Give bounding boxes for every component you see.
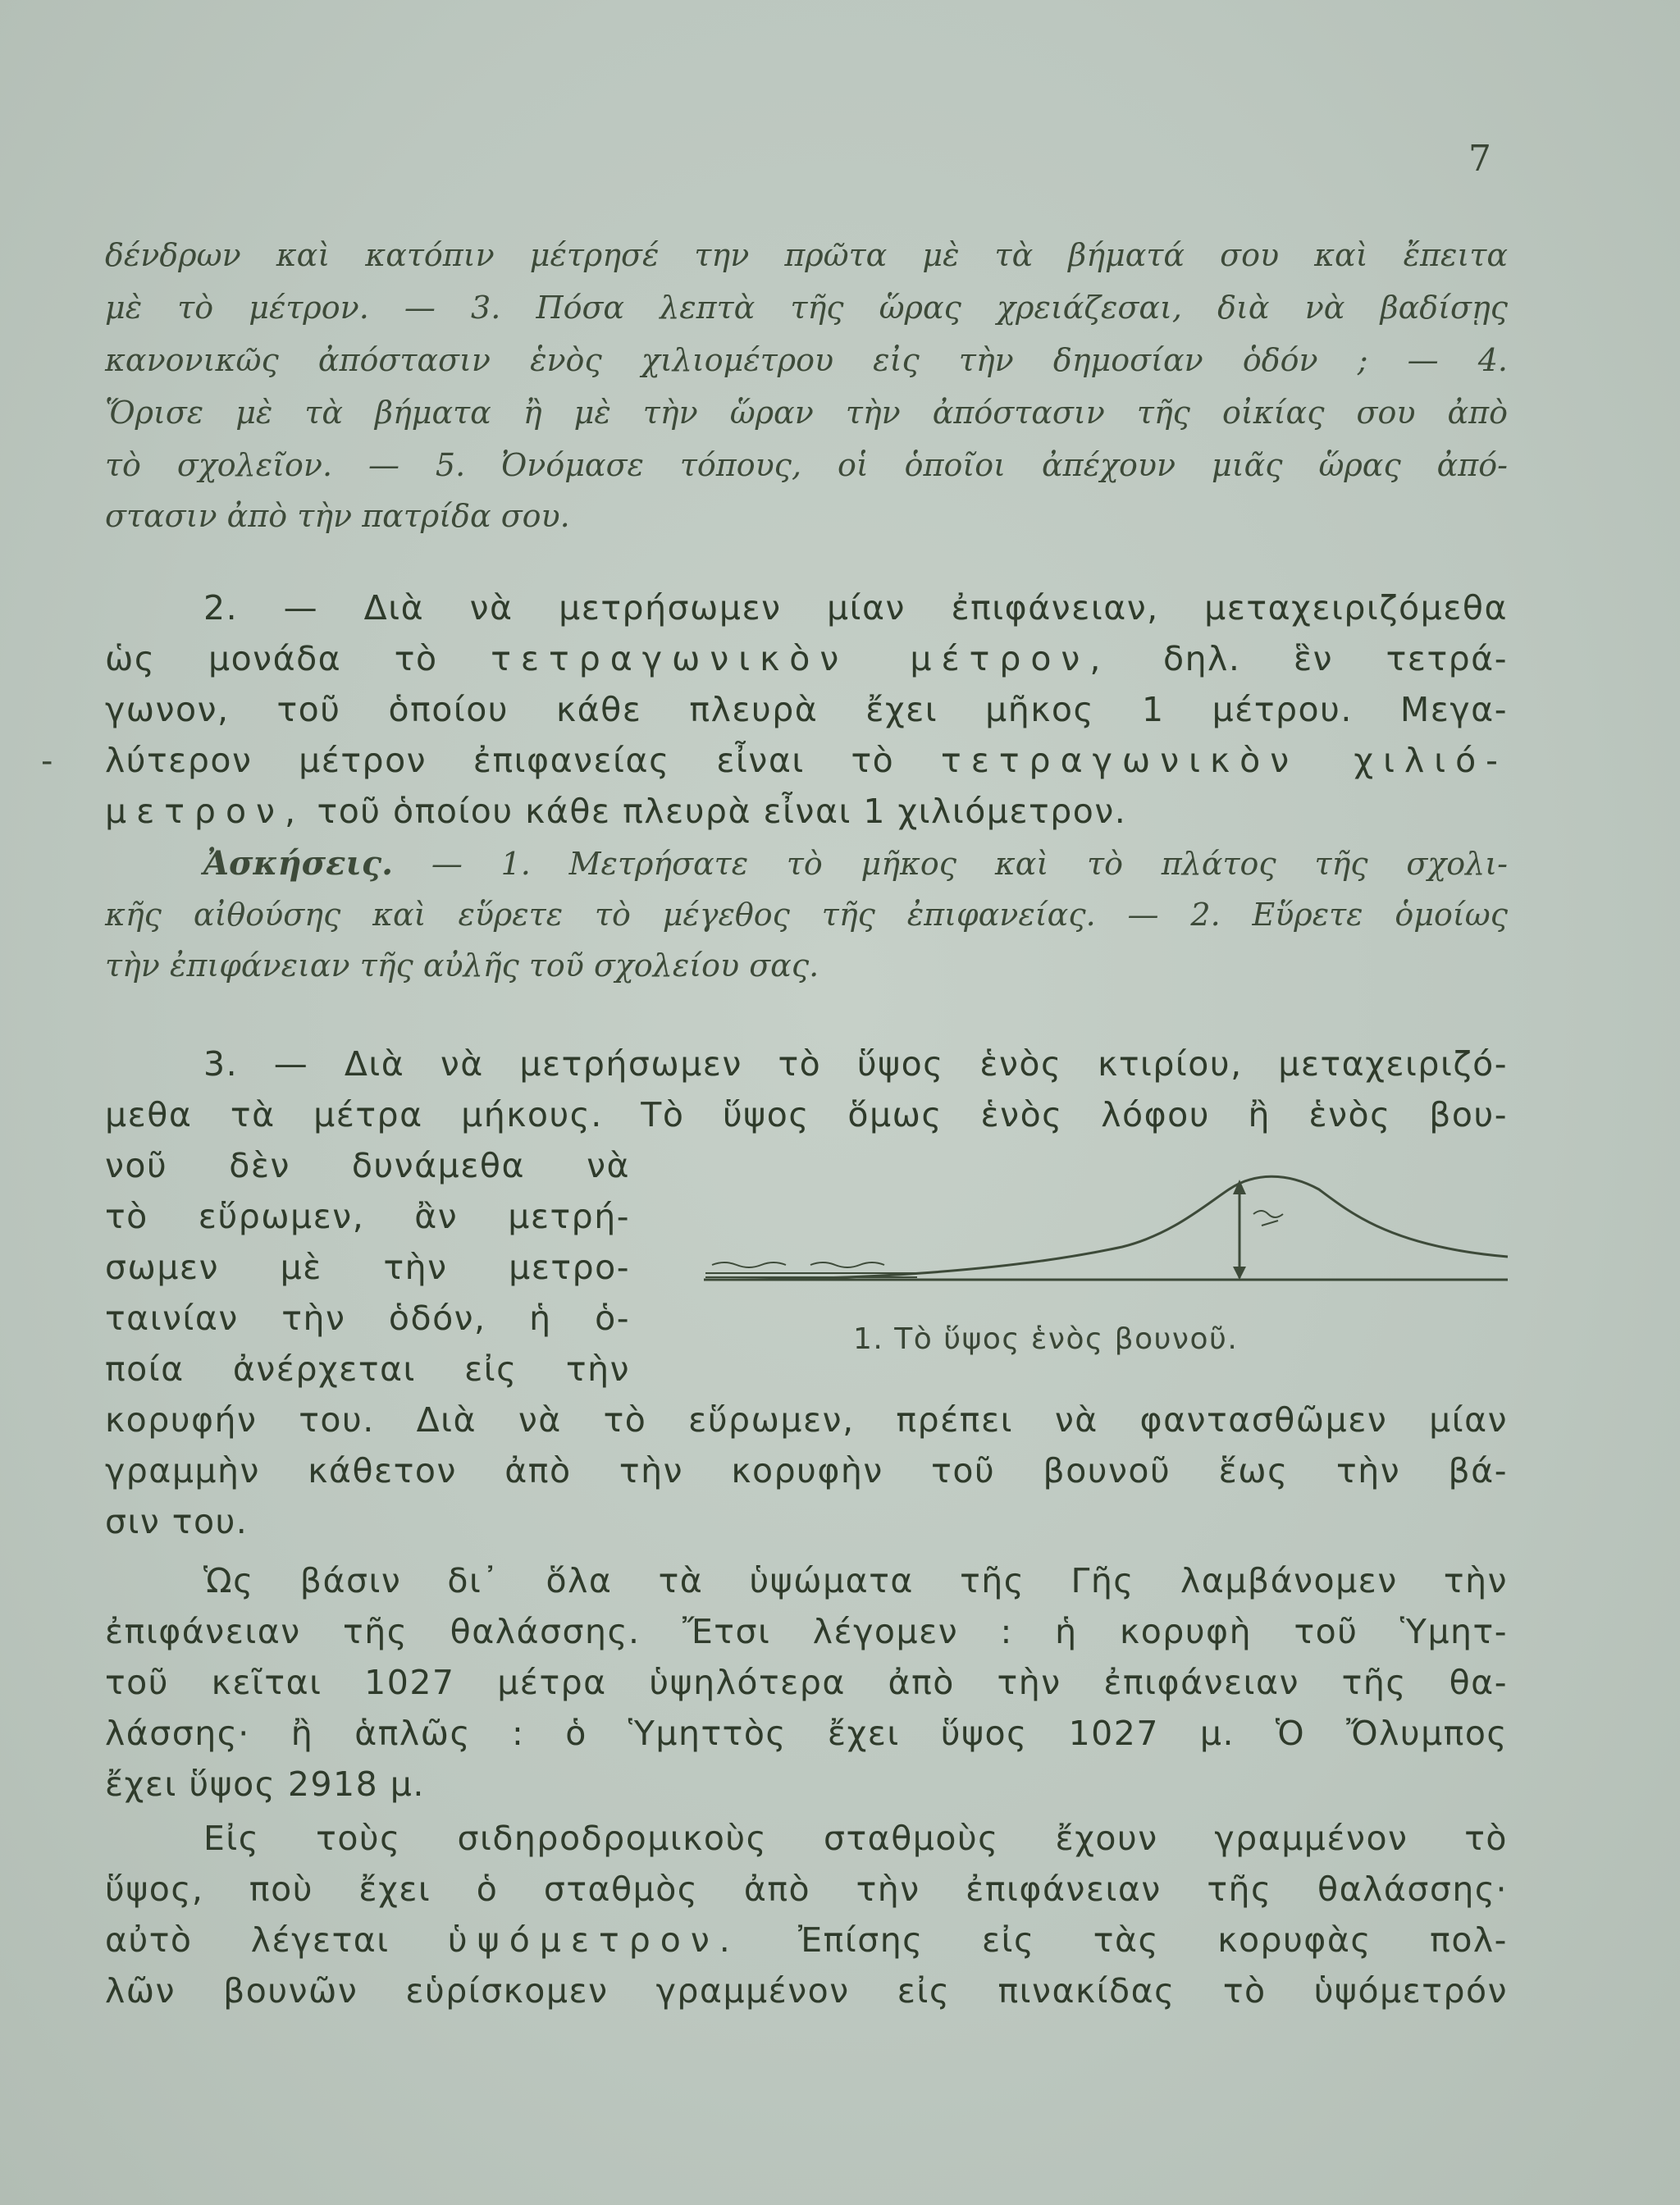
text-line: λῶν βουνῶν εὑρίσκομεν γραμμένον εἰς πινακίδας τὸ ὑψόμετρόν bbox=[105, 1971, 1508, 2011]
road-scribble bbox=[712, 1262, 884, 1267]
text-span: — 1. Μετρήσατε τὸ μῆκος καὶ τὸ πλάτος τῆς σχολι- bbox=[431, 846, 1508, 882]
text-line: ταινίαν τὴν ὁδόν, ἡ ὁ- bbox=[105, 1299, 630, 1338]
emphasis-term: μετρον, bbox=[105, 792, 305, 831]
text-span: λύτερον μέτρον ἐπιφανείας εἶναι τὸ bbox=[105, 741, 895, 780]
height-scribble bbox=[1253, 1211, 1283, 1226]
text-line: Ὡς βάσιν δι᾿ ὅλα τὰ ὑψώματα τῆς Γῆς λαμβάνομεν τὴν bbox=[203, 1561, 1508, 1600]
text-span: αὐτὸ λέγεται bbox=[105, 1920, 390, 1960]
text-line: τὸ σχολεῖον. — 5. Ὀνόμασε τόπους, οἱ ὁποῖοι ἀπέχουν μιᾶς ὥρας ἀπό- bbox=[105, 447, 1508, 483]
text-line: γραμμὴν κάθετον ἀπὸ τὴν κορυφὴν τοῦ βουνοῦ ἕως τὴν βά- bbox=[105, 1451, 1508, 1491]
text-line: 3. — Διὰ νὰ μετρήσωμεν τὸ ὕψος ἑνὸς κτιρίου, μεταχειριζό- bbox=[203, 1044, 1508, 1084]
text-line: ὕψος, ποὺ ἔχει ὁ σταθμὸς ἀπὸ τὴν ἐπιφάνειαν τῆς θαλάσσης· bbox=[105, 1869, 1508, 1909]
text-line: δένδρων καὶ κατόπιν μέτρησέ την πρῶτα μὲ τὰ βήματά σου καὶ ἔπειτα bbox=[105, 237, 1508, 273]
text-line bbox=[105, 786, 1508, 838]
emphasis-term: τετραγωνικὸν χιλιό- bbox=[941, 741, 1508, 780]
text-line bbox=[105, 1915, 1508, 1966]
text-line: τὸ εὕρωμεν, ἂν μετρή- bbox=[105, 1197, 630, 1236]
text-line: Εἰς τοὺς σιδηροδρομικοὺς σταθμοὺς ἔχουν γραμμένον τὸ bbox=[203, 1819, 1508, 1858]
emphasis-term: ὑψόμετρον. bbox=[447, 1920, 740, 1960]
text-line: Ὅρισε μὲ τὰ βήματα ἢ μὲ τὴν ὥραν τὴν ἀπόστασιν τῆς οἰκίας σου ἀπὸ bbox=[105, 395, 1508, 431]
text-line: μὲ τὸ μέτρον. — 3. Πόσα λεπτὰ τῆς ὥρας χρειάζεσαι, διὰ νὰ βαδίσῃς bbox=[105, 290, 1508, 326]
text-line: κορυφήν του. Διὰ νὰ τὸ εὕρωμεν, πρέπει νὰ φαντασθῶμεν μίαν bbox=[105, 1400, 1508, 1440]
emphasis-term: τετραγωνικὸν μέτρον, bbox=[491, 639, 1111, 678]
figure-caption: 1. Τὸ ὕψος ἑνὸς βουνοῦ. bbox=[853, 1322, 1239, 1356]
text-line bbox=[105, 633, 1508, 685]
text-line: κῆς αἰθούσης καὶ εὕρετε τὸ μέγεθος τῆς ἐπιφανείας. — 2. Εὕρετε ὁμοίως bbox=[105, 897, 1508, 933]
text-line: ἔχει ὕψος 2918 μ. bbox=[105, 1764, 425, 1804]
text-line: 2. — Διὰ νὰ μετρήσωμεν μίαν ἐπιφάνειαν, μεταχειριζόμεθα bbox=[203, 588, 1508, 628]
mountain-drawing bbox=[696, 1157, 1516, 1321]
text-line: κανονικῶς ἀπόστασιν ἑνὸς χιλιομέτρου εἰς τὴν δημοσίαν ὁδόν ; — 4. bbox=[105, 342, 1508, 378]
text-line: τοῦ κεῖται 1027 μέτρα ὑψηλότερα ἀπὸ τὴν ἐπιφάνειαν τῆς θα- bbox=[105, 1663, 1508, 1702]
text-span: ὡς μονάδα τὸ bbox=[105, 639, 438, 678]
text-span: τοῦ ὁποίου κάθε πλευρὰ εἶναι 1 χιλιόμετρον. bbox=[317, 792, 1127, 831]
text-line: ἐπιφάνειαν τῆς θαλάσσης. Ἔτσι λέγομεν : ἡ κορυφὴ τοῦ Ὑμητ- bbox=[105, 1612, 1508, 1651]
text-line: στασιν ἀπὸ τὴν πατρίδα σου. bbox=[105, 498, 570, 534]
text-line: γωνον, τοῦ ὁποίου κάθε πλευρὰ ἔχει μῆκος 1 μέτρου. Μεγα- bbox=[105, 690, 1508, 729]
margin-mark: - bbox=[41, 742, 53, 780]
page-number: 7 bbox=[1468, 138, 1491, 180]
exercises-heading: Ἀσκήσεις. bbox=[203, 844, 394, 883]
text-line: μεθα τὰ μέτρα μήκους. Τὸ ὕψος ὅμως ἑνὸς λόφου ἢ ἑνὸς βου- bbox=[105, 1095, 1508, 1134]
text-line: σιν του. bbox=[105, 1502, 249, 1541]
text-line: τὴν ἐπιφάνειαν τῆς αὐλῆς τοῦ σχολείου σας. bbox=[105, 947, 819, 984]
text-line bbox=[105, 838, 1508, 889]
text-span: Ἐπίσης εἰς τὰς κορυφὰς πολ- bbox=[798, 1920, 1508, 1960]
arrow-head-down bbox=[1233, 1267, 1246, 1280]
text-line: λάσσης· ἢ ἁπλῶς : ὁ Ὑμηττὸς ἔχει ὕψος 1027 μ. Ὁ Ὄλυμπος bbox=[105, 1714, 1508, 1753]
text-line bbox=[105, 735, 1508, 787]
text-line: σωμεν μὲ τὴν μετρο- bbox=[105, 1248, 630, 1287]
text-line: νοῦ δὲν δυνάμεθα νὰ bbox=[105, 1146, 630, 1185]
text-line: ποία ἀνέρχεται εἰς τὴν bbox=[105, 1349, 630, 1389]
text-span: δηλ. ἓν τετρά- bbox=[1162, 639, 1508, 678]
